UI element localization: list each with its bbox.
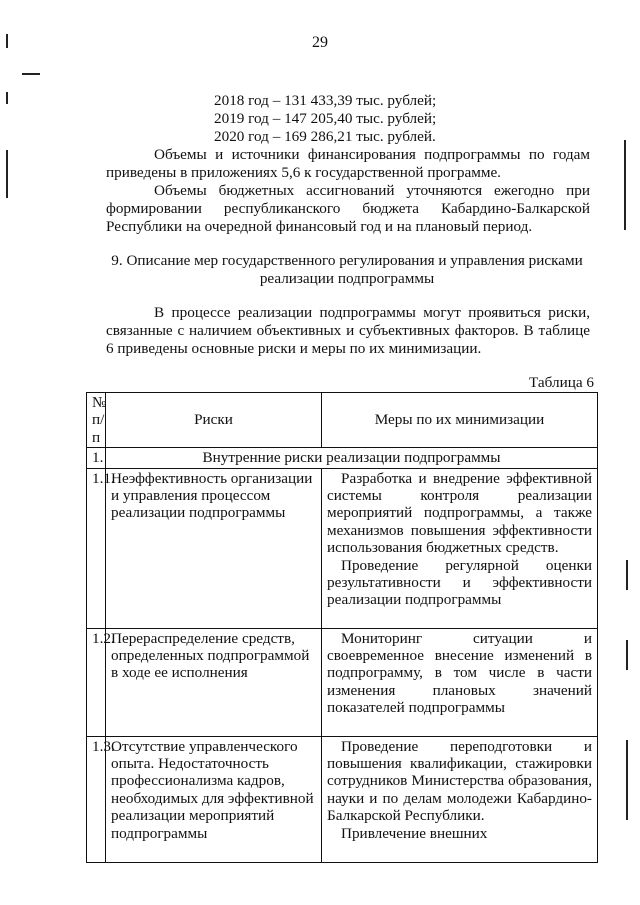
measure-text: Разработка и внедрение эффективной системы контроля реализации мероприятий подпрограммы, а также механизмов повышения эффективности использования бюджетных средств. bbox=[327, 469, 592, 557]
table-header-row bbox=[87, 393, 598, 448]
row-number: 1.2. bbox=[87, 628, 106, 736]
scan-mark bbox=[626, 640, 628, 670]
row-measures bbox=[322, 736, 598, 862]
measure-text: Проведение переподготовки и повышения квалификации, стажировки сотрудников Министерства образования, науки и по делам молодежи Кабардино-Балкарской Республики. bbox=[327, 737, 592, 825]
row-risk: Отсутствие управленческого опыта. Недостаточность профессионализма кадров, необходимых для эффективной реализации мероприятий подпрограммы bbox=[106, 736, 322, 862]
group-number: 1. bbox=[87, 448, 106, 468]
row-number: 1.3. bbox=[87, 736, 106, 862]
section-heading: 9. Описание мер государственного регулирования и управления рисками реализации подпрограммы bbox=[111, 252, 583, 287]
scan-mark bbox=[626, 560, 628, 590]
table-row bbox=[87, 736, 598, 862]
total-2018: 2018 год – 131 433,39 тыс. рублей; bbox=[214, 92, 437, 109]
scan-mark bbox=[22, 73, 40, 75]
table-caption: Таблица 6 bbox=[529, 374, 594, 391]
scan-mark bbox=[626, 740, 628, 820]
funding-paragraph: Объемы и источники финансирования подпрограммы по годам приведены в приложениях 5,6 к государственной программе. bbox=[106, 146, 590, 181]
table-row bbox=[87, 628, 598, 736]
header-measures: Меры по их минимизации bbox=[322, 393, 598, 448]
scan-mark bbox=[6, 92, 8, 104]
group-title: Внутренние риски реализации подпрограммы bbox=[106, 448, 598, 468]
measure-text: Мониторинг ситуации и своевременное внесение изменений в подпрограмму, в том числе в части изменения плановых значений показателей подпрограммы bbox=[327, 629, 592, 717]
measure-text: Проведение регулярной оценки результативности и эффективности реализации подпрограммы bbox=[327, 556, 592, 609]
row-measures bbox=[322, 628, 598, 736]
group-row bbox=[87, 448, 598, 468]
intro-paragraph: В процессе реализации подпрограммы могут проявиться риски, связанные с наличием объективных и субъективных факторов. В таблице 6 приведены основные риски и меры по их минимизации. bbox=[106, 304, 590, 357]
budget-paragraph: Объемы бюджетных ассигнований уточняются ежегодно при формировании республиканского бюджета Кабардино-Балкарской Республики на очередной финансовый год и на плановый период. bbox=[106, 182, 590, 235]
row-number: 1.1. bbox=[87, 468, 106, 628]
total-2020: 2020 год – 169 286,21 тыс. рублей. bbox=[214, 128, 436, 145]
risks-table bbox=[86, 392, 598, 863]
row-measures bbox=[322, 468, 598, 628]
row-risk: Перераспределение средств, определенных подпрограммой в ходе ее исполнения bbox=[106, 628, 322, 736]
page-number: 29 bbox=[312, 34, 328, 51]
scan-mark bbox=[6, 150, 8, 198]
row-risk: Неэффективность организации и управления процессом реализации подпрограммы bbox=[106, 468, 322, 628]
total-2019: 2019 год – 147 205,40 тыс. рублей; bbox=[214, 110, 437, 127]
header-number: № п/п bbox=[87, 393, 106, 448]
header-risks: Риски bbox=[106, 393, 322, 448]
table-row bbox=[87, 468, 598, 628]
measure-text: Привлечение внешних bbox=[341, 824, 488, 842]
scan-mark bbox=[624, 140, 626, 230]
